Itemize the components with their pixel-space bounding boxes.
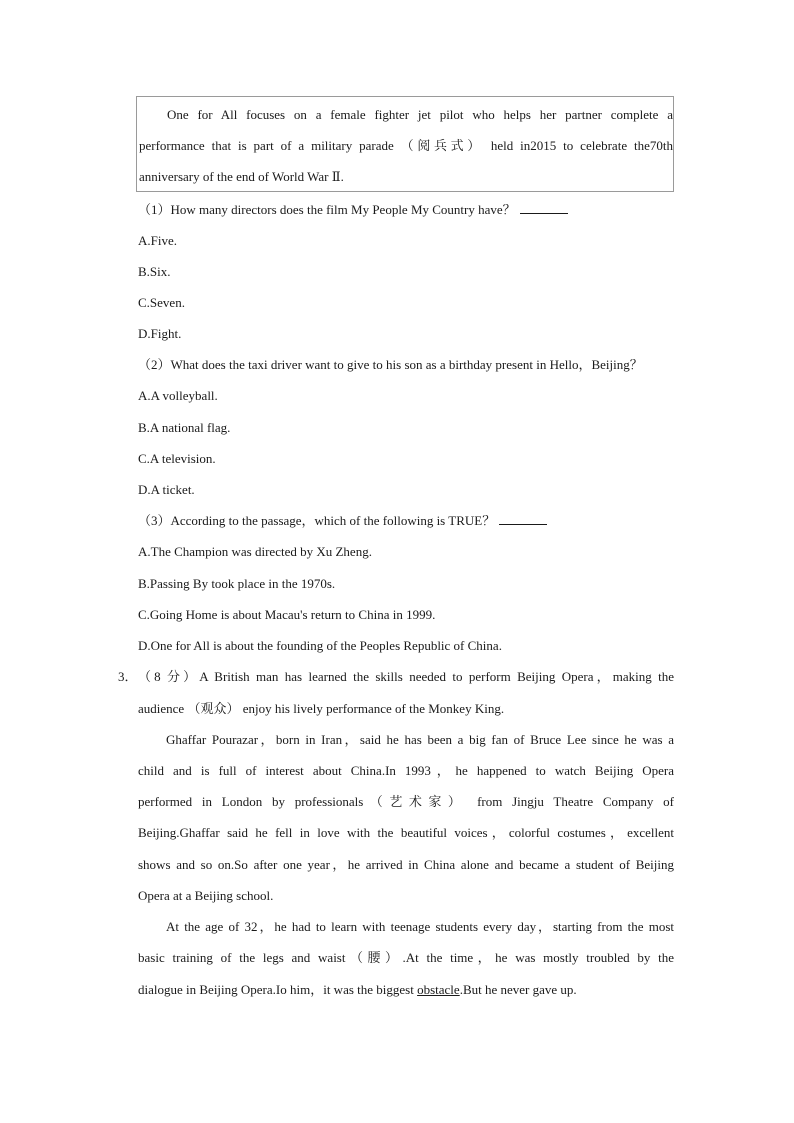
q1-option-b: B.Six. bbox=[138, 264, 171, 279]
question-3 bbox=[138, 512, 547, 530]
paragraph-2-line-2: basic training of the legs and waist（腰）.At the time，he was mostly troubled by the bbox=[138, 950, 674, 965]
q3-option-c: C.Going Home is about Macau's return to China in 1999. bbox=[138, 607, 436, 622]
question-3-stem: （3）According to the passage，which of the following is TRUE？ bbox=[138, 513, 496, 528]
q2-option-b: B.A national flag. bbox=[138, 420, 231, 435]
box-line-3: anniversary of the end of World War Ⅱ. bbox=[139, 169, 344, 184]
paragraph-2-line-3-start: dialogue in Beijing Opera.Io him，it was the biggest bbox=[138, 982, 418, 997]
q3-option-b: B.Passing By took place in the 1970s. bbox=[138, 576, 336, 591]
question-2-stem: （2）What does the taxi driver want to give to his son as a birthday present in Hello，Beijing？ bbox=[138, 357, 643, 372]
q2-option-a: A.A volleyball. bbox=[138, 388, 218, 403]
q1-option-a: A.Five. bbox=[138, 233, 177, 248]
underlined-word-obstacle: obstacle bbox=[417, 982, 460, 997]
section-3-intro-line-2: audience （观众） enjoy his lively performance of the Monkey King. bbox=[138, 701, 505, 716]
paragraph-2-line-3-end: .But he never gave up. bbox=[459, 982, 577, 997]
section-3-intro-line-1: （8 分）A British man has learned the skills needed to perform Beijing Opera，making the bbox=[138, 669, 674, 684]
q1-option-c: C.Seven. bbox=[138, 295, 185, 310]
paragraph-1-line-2: child and is full of interest about China.In 1993，he happened to watch Beijing Opera bbox=[138, 763, 674, 778]
q3-option-d: D.One for All is about the founding of the Peoples Republic of China. bbox=[138, 638, 502, 653]
paragraph-1-line-4: Beijing.Ghaffar said he fell in love with the beautiful voices，colorful costumes，excellent bbox=[138, 825, 674, 840]
q3-option-a: A.The Champion was directed by Xu Zheng. bbox=[138, 544, 372, 559]
paragraph-1-line-6: Opera at a Beijing school. bbox=[138, 888, 274, 903]
answer-blank[interactable] bbox=[520, 201, 568, 214]
question-1 bbox=[138, 201, 568, 219]
question-1-stem: （1）How many directors does the film My People My Country have？ bbox=[138, 202, 516, 217]
paragraph-1-line-3: performed in London by professionals（艺术家） from Jingju Theatre Company of bbox=[138, 794, 674, 809]
section-3-number: 3． bbox=[118, 669, 138, 684]
q2-option-c: C.A television. bbox=[138, 451, 216, 466]
answer-blank[interactable] bbox=[499, 512, 547, 525]
box-line-2: performance that is part of a military parade （阅兵式） held in2015 to celebrate the70th bbox=[139, 138, 673, 153]
paragraph-1-line-1: Ghaffar Pourazar，born in Iran，said he has been a big fan of Bruce Lee since he was a bbox=[166, 732, 674, 747]
paragraph-1-line-5: shows and so on.So after one year，he arrived in China alone and became a student of Beijing bbox=[138, 857, 674, 872]
paragraph-2-line-1: At the age of 32，he had to learn with teenage students every day，starting from the most bbox=[166, 919, 674, 934]
passage-box bbox=[136, 96, 674, 192]
q2-option-d: D.A ticket. bbox=[138, 482, 195, 497]
paragraph-2-line-3 bbox=[138, 981, 577, 999]
box-line-1: One for All focuses on a female fighter jet pilot who helps her partner complete a bbox=[167, 107, 673, 122]
q1-option-d: D.Fight. bbox=[138, 326, 182, 341]
